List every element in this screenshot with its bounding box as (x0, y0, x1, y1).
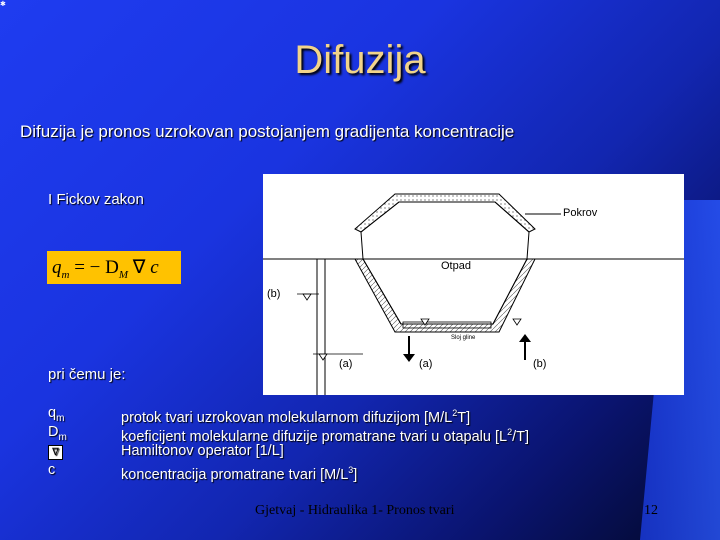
definition-text: koncentracija promatrane tvari $[M/L^3]$ (121, 465, 358, 483)
definition-text: Hamiltonov operator [1/L] (121, 443, 284, 459)
fick-formula (47, 251, 181, 284)
nabla-icon: ∇ (48, 445, 63, 460)
clay-layer (403, 322, 491, 328)
water-level-a-icon (319, 354, 327, 360)
definition-symbol: $q_m$ (48, 405, 65, 424)
formula-nabla: ∇ (132, 257, 146, 278)
formula-q: q (52, 257, 62, 278)
corner-mark: ✱ (0, 1, 6, 8)
label-otpad: Otpad (441, 260, 471, 272)
formula-c: c (150, 257, 159, 278)
label-b-right: (b) (533, 358, 547, 370)
definition-symbol: $D_m$ (48, 424, 67, 443)
water-level-b-icon (303, 294, 311, 300)
definition-symbol (48, 442, 108, 461)
formula-d-sub: M (118, 268, 129, 281)
law-label: I Fickov zakon (48, 191, 144, 208)
label-b-left: (b) (267, 288, 281, 300)
footer-text: Gjetvaj - Hidraulika 1- Pronos tvari (255, 503, 455, 518)
definition-text: protok tvari uzrokovan molekularnom difuzijom $[M/L^2T]$ (121, 408, 471, 426)
landfill-diagram (263, 174, 684, 395)
where-label: pri čemu je: (48, 366, 126, 383)
label-a-mid: (a) (419, 358, 433, 370)
formula-q-sub: m (61, 268, 70, 281)
page-number: 12 (644, 503, 658, 518)
slide-title: Difuzija (294, 38, 426, 82)
formula-rest: = − D (74, 257, 119, 278)
label-pokrov: Pokrov (563, 207, 598, 219)
slide-subtitle: Difuzija je pronos uzrokovan postojanjem gradijenta koncentracije (20, 122, 515, 141)
definition-symbol: c (48, 462, 56, 478)
label-a-left: (a) (339, 358, 353, 370)
landfill-diagram-svg (263, 174, 684, 395)
definition-text: koeficijent molekularne difuzije promatrane tvari u otapalu $[L^2/T]$ (121, 427, 530, 445)
label-sloj: Sloj gline (451, 335, 476, 341)
